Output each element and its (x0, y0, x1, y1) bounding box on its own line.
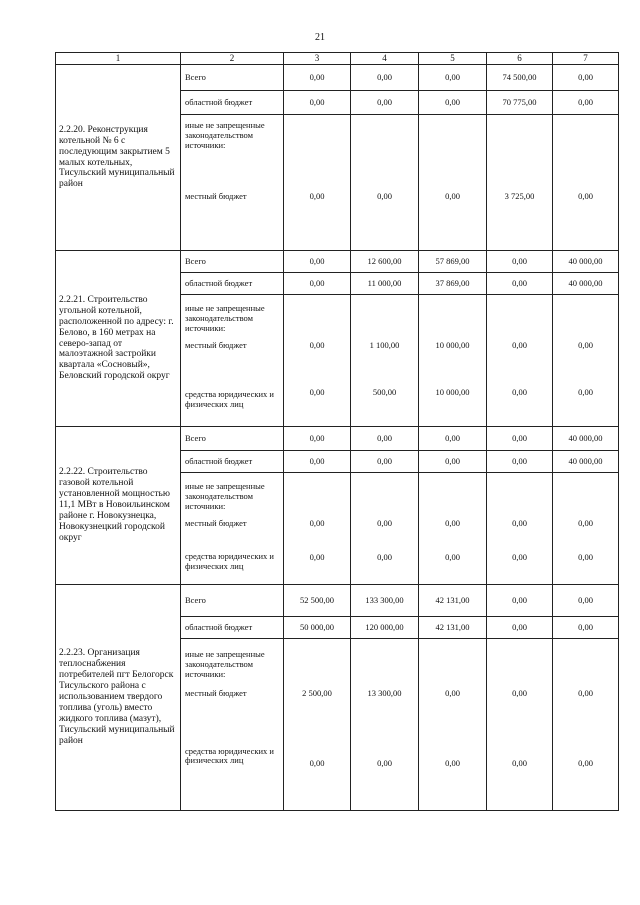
value-cell: 3 725,00 (487, 155, 553, 251)
value-cell: 0,00 (284, 341, 351, 375)
project-title: 2.2.22. Строительство газовой котельной установленной мощностью 11,1 МВт в Новоильинском районе г. Новокузнецка, Новокузнецкий городской округ (56, 427, 181, 585)
value-cell: 10 000,00 (419, 341, 487, 375)
value-cell: 0,00 (553, 375, 619, 427)
source-other: иные не запрещенные законодательством источники: (181, 115, 284, 155)
value-cell: 0,00 (284, 273, 351, 295)
source-total: Всего (181, 251, 284, 273)
value-cell: 40 000,00 (553, 427, 619, 451)
column-header: 5 (419, 53, 487, 65)
value-cell: 0,00 (351, 91, 419, 115)
source-legal: средства юридических и физических лиц (181, 375, 284, 427)
value-cell: 50 000,00 (284, 617, 351, 639)
value-cell: 11 000,00 (351, 273, 419, 295)
source-legal: средства юридических и физических лиц (181, 741, 284, 811)
value-cell: 74 500,00 (487, 65, 553, 91)
source-local: местный бюджет (181, 341, 284, 375)
value-cell: 0,00 (553, 741, 619, 811)
source-total: Всего (181, 65, 284, 91)
source-other: иные не запрещенные законодательством источники: (181, 473, 284, 519)
value-cell: 0,00 (553, 541, 619, 585)
value-cell: 0,00 (284, 375, 351, 427)
value-cell: 0,00 (553, 155, 619, 251)
value-cell: 40 000,00 (553, 451, 619, 473)
value-cell: 0,00 (284, 741, 351, 811)
value-cell: 0,00 (487, 585, 553, 617)
value-cell: 0,00 (487, 427, 553, 451)
value-cell: 0,00 (419, 741, 487, 811)
value-cell: 0,00 (487, 689, 553, 741)
project-title: 2.2.21. Строительство угольной котельной, расположенной по адресу: г. Белово, в 160 метрах на северо-запад от малоэтажной застройки квартала «Сосновый», Беловский городской округ (56, 251, 181, 427)
value-cell: 133 300,00 (351, 585, 419, 617)
source-other: иные не запрещенные законодательством источники: (181, 295, 284, 341)
value-cell: 0,00 (419, 689, 487, 741)
value-cell: 0,00 (487, 273, 553, 295)
value-cell: 0,00 (553, 585, 619, 617)
value-cell: 0,00 (553, 519, 619, 541)
value-cell: 0,00 (351, 155, 419, 251)
value-cell: 0,00 (487, 251, 553, 273)
source-total: Всего (181, 585, 284, 617)
value-cell: 70 775,00 (487, 91, 553, 115)
table-row (56, 65, 619, 91)
column-header: 1 (56, 53, 181, 65)
column-header: 4 (351, 53, 419, 65)
value-cell: 0,00 (487, 451, 553, 473)
page-number: 21 (315, 32, 325, 43)
value-cell: 0,00 (419, 427, 487, 451)
value-cell: 42 131,00 (419, 585, 487, 617)
value-cell: 2 500,00 (284, 689, 351, 741)
value-cell: 0,00 (284, 91, 351, 115)
value-cell: 0,00 (553, 689, 619, 741)
value-cell: 0,00 (351, 451, 419, 473)
value-cell: 0,00 (351, 741, 419, 811)
column-header: 2 (181, 53, 284, 65)
value-cell: 42 131,00 (419, 617, 487, 639)
source-local: местный бюджет (181, 519, 284, 541)
value-cell: 0,00 (351, 427, 419, 451)
source-regional: областной бюджет (181, 91, 284, 115)
value-cell: 37 869,00 (419, 273, 487, 295)
column-header: 3 (284, 53, 351, 65)
value-cell: 52 500,00 (284, 585, 351, 617)
column-header: 6 (487, 53, 553, 65)
project-title: 2.2.23. Организация теплоснабжения потребителей пгт Белогорск Тисульского района с использованием твердого топлива (уголь) вместо жидкого топлива (мазут), Тисульский муниципальный район (56, 585, 181, 811)
value-cell: 0,00 (553, 341, 619, 375)
value-cell: 500,00 (351, 375, 419, 427)
table-row (56, 585, 619, 617)
value-cell: 0,00 (487, 617, 553, 639)
value-cell: 0,00 (487, 341, 553, 375)
value-cell: 0,00 (419, 519, 487, 541)
source-other: иные не запрещенные законодательством источники: (181, 639, 284, 689)
value-cell: 0,00 (284, 427, 351, 451)
value-cell: 0,00 (351, 65, 419, 91)
value-cell: 12 600,00 (351, 251, 419, 273)
table-row (56, 427, 619, 451)
value-cell: 0,00 (487, 375, 553, 427)
column-header: 7 (553, 53, 619, 65)
value-cell: 0,00 (284, 519, 351, 541)
value-cell: 0,00 (487, 541, 553, 585)
value-cell: 0,00 (351, 541, 419, 585)
source-local: местный бюджет (181, 689, 284, 741)
value-cell: 0,00 (284, 65, 351, 91)
value-cell: 0,00 (284, 451, 351, 473)
source-regional: областной бюджет (181, 617, 284, 639)
source-total: Всего (181, 427, 284, 451)
source-legal: средства юридических и физических лиц (181, 541, 284, 585)
value-cell: 0,00 (419, 541, 487, 585)
value-cell: 120 000,00 (351, 617, 419, 639)
project-title: 2.2.20. Реконструкция котельной № 6 с последующим закрытием 5 малых котельных, Тисульский муниципальный район (56, 65, 181, 251)
value-cell: 0,00 (553, 65, 619, 91)
header-row (56, 53, 619, 65)
value-cell: 0,00 (284, 541, 351, 585)
source-local: местный бюджет (181, 155, 284, 251)
value-cell: 0,00 (553, 91, 619, 115)
value-cell: 0,00 (487, 519, 553, 541)
table-row (56, 251, 619, 273)
source-regional: областной бюджет (181, 273, 284, 295)
value-cell: 40 000,00 (553, 273, 619, 295)
value-cell: 10 000,00 (419, 375, 487, 427)
value-cell: 13 300,00 (351, 689, 419, 741)
value-cell: 0,00 (284, 155, 351, 251)
value-cell: 0,00 (553, 617, 619, 639)
value-cell: 0,00 (419, 451, 487, 473)
value-cell: 57 869,00 (419, 251, 487, 273)
value-cell: 40 000,00 (553, 251, 619, 273)
value-cell: 0,00 (487, 741, 553, 811)
value-cell: 1 100,00 (351, 341, 419, 375)
value-cell: 0,00 (419, 155, 487, 251)
value-cell: 0,00 (284, 251, 351, 273)
value-cell: 0,00 (419, 91, 487, 115)
value-cell: 0,00 (419, 65, 487, 91)
budget-table (55, 52, 619, 811)
value-cell: 0,00 (351, 519, 419, 541)
source-regional: областной бюджет (181, 451, 284, 473)
